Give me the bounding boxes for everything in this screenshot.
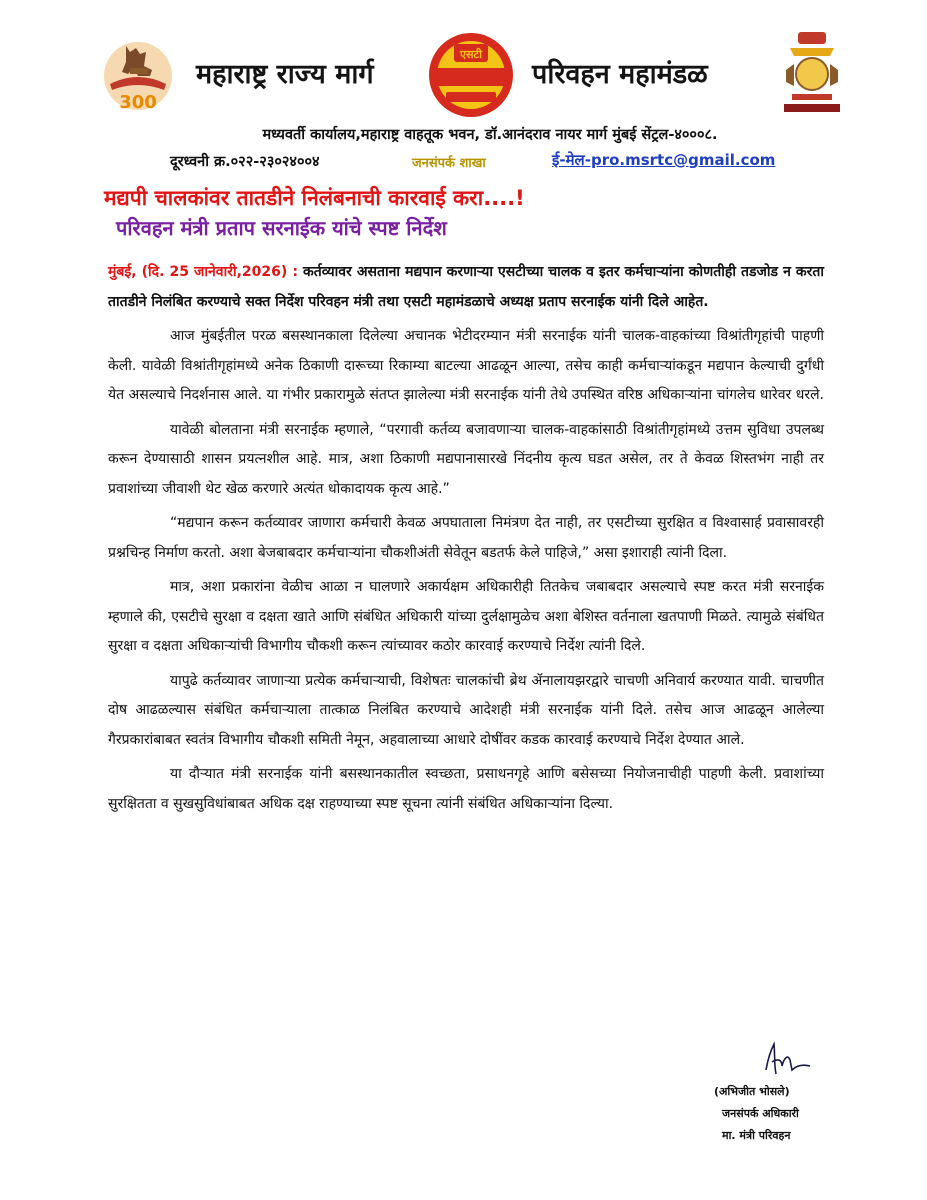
press-body (108, 258, 824, 824)
pr-section-label: जनसंपर्क शाखा (412, 156, 486, 171)
body-paragraph: “मद्यपान करून कर्तव्यावर जाणारा कर्मचारी केवळ अपघाताला निमंत्रण देत नाही, तर एसटीच्या सुरक्षित व विश्वासार्ह प्रवासावरही प्रश्नचिन्ह निर्माण करतो. अशा बेजबाबदार कर्मचाऱ्यांना चौकशीअंती सेवेतून बडतर्फ केले पाहिजे,” असा इशाराही त्यांनी दिला. (108, 515, 824, 561)
lead-text: कर्तव्यावर असताना मद्यपान करणाऱ्या एसटीच्या चालक व इतर कर्मचाऱ्यांना कोणतीही तडजोड न करता तातडीने निलंबित करण्याचे सक्त निर्देश परिवहन मंत्री तथा एसटी महामंडळाचे अध्यक्ष प्रताप सरनाईक यांनी दिले आहेत. (108, 264, 825, 310)
state-emblem-icon (778, 30, 846, 114)
signatory-department: मा. मंत्री परिवहन (722, 1129, 791, 1142)
body-paragraph: मात्र, अशा प्रकारांना वेळीच आळा न घालणारे अकार्यक्षम अधिकारीही तितकेच जबाबदार असल्याचे स्पष्ट करत मंत्री सरनाईक म्हणाले की, एसटीचे सुरक्षा व दक्षता खाते आणि संबंधित अधिकारी यांच्या दुर्लक्षामुळेच अशा बेशिस्त वर्तनाला खतपाणी मिळते. त्यामुळे संबंधित सुरक्षा व दक्षता अधिकाऱ्यांची विभागीय चौकशी करून त्यांच्यावर कठोर कारवाई करण्याचे निर्देश त्यांनी दिले. (108, 579, 824, 654)
email-link[interactable]: ई-मेल-pro.msrtc@gmail.com (552, 151, 776, 169)
signatory-designation: जनसंपर्क अधिकारी (722, 1107, 799, 1120)
signature-mark (748, 1040, 818, 1080)
signatory-name: (अभिजीत भोसले) (714, 1085, 790, 1098)
phone-number: दूरध्वनी क्र.०२२-२३०२४००४ (170, 154, 320, 170)
org-name-left: महाराष्ट्र राज्य मार्ग (196, 59, 374, 90)
body-paragraph: यावेळी बोलताना मंत्री सरनाईक म्हणाले, “परगावी कर्तव्य बजावणाऱ्या चालक-वाहकांसाठी विश्रांतीगृहांमध्ये उत्तम सुविधा उपलब्ध करून देण्यासाठी शासन प्रयत्नशील आहे. मात्र, अशा ठिकाणी मद्यपानासारखे निंदनीय कृत्य घडत असेल, तर ते केवळ शिस्तभंग नाही तर प्रवाशांच्या जीवाशी थेट खेळ करणारे अत्यंत धोकादायक कृत्य आहे.” (108, 421, 824, 497)
lead-paragraph (108, 258, 824, 317)
press-subheadline: परिवहन मंत्री प्रताप सरनाईक यांचे स्पष्ट निर्देश (116, 216, 447, 240)
body-paragraph: आज मुंबईतील परळ बसस्थानकाला दिलेल्या अचानक भेटीदरम्यान मंत्री सरनाईक यांनी चालक-वाहकांच्या विश्रांतीगृहांची पाहणी केली. यावेळी विश्रांतीगृहांमध्ये अनेक ठिकाणी दारूच्या रिकाम्या बाटल्या आढळून आल्या, तसेच काही कर्मचाऱ्यांकडून मद्यपान केल्याची दुर्गंधी येत असल्याचे निदर्शनास आले. या गंभीर प्रकारामुळे संतप्त झालेल्या मंत्री सरनाईक यांनी तेथे उपस्थित वरिष्ठ अधिकाऱ्यांना चांगलेच धारेवर धरले. (108, 328, 825, 403)
msrtc-st-logo-icon (426, 30, 516, 120)
dateline: मुंबई, (दि. 25 जानेवारी,2026) : (108, 264, 298, 280)
body-paragraph: या दौऱ्यात मंत्री सरनाईक यांनी बसस्थानकातील स्वच्छता, प्रसाधनगृहे आणि बसेसच्या नियोजनाचीही पाहणी केली. प्रवाशांच्या सुरक्षितता व सुखसुविधांबाबत अधिक दक्ष राहण्याच्या स्पष्ट सूचना त्यांनी संबंधित अधिकाऱ्यांना दिल्या. (108, 766, 824, 812)
body-paragraph: यापुढे कर्तव्यावर जाणाऱ्या प्रत्येक कर्मचाऱ्याची, विशेषतः चालकांची ब्रेथ ॲनालायझरद्वारे चाचणी अनिवार्य करण्यात यावी. चाचणीत दोष आढळल्यास संबंधित कर्मचाऱ्याला तात्काळ निलंबित करण्याचे आदेशही मंत्री सरनाईक यांनी दिले. तसेच आज आढळून आलेल्या गैरप्रकारांबाबत स्वतंत्र विभागीय चौकशी समिती नेमून, अहवालाच्या आधारे दोषींवर कडक कारवाई करण्याचे निर्देश देण्यात आले. (108, 672, 824, 748)
press-headline: मद्यपी चालकांवर तातडीने निलंबनाची कारवाई करा....! (104, 186, 525, 210)
svg-text:एसटी: एसटी (460, 48, 482, 61)
bicentenary-emblem-icon (96, 34, 180, 114)
org-name-right: परिवहन महामंडळ (532, 59, 708, 90)
svg-text:300: 300 (119, 92, 157, 113)
office-address: मध्यवर्ती कार्यालय,महाराष्ट्र वाहतूक भवन, डॉ.आनंदराव नायर मार्ग मुंबई सेंट्रल-४०००८. (262, 127, 718, 143)
